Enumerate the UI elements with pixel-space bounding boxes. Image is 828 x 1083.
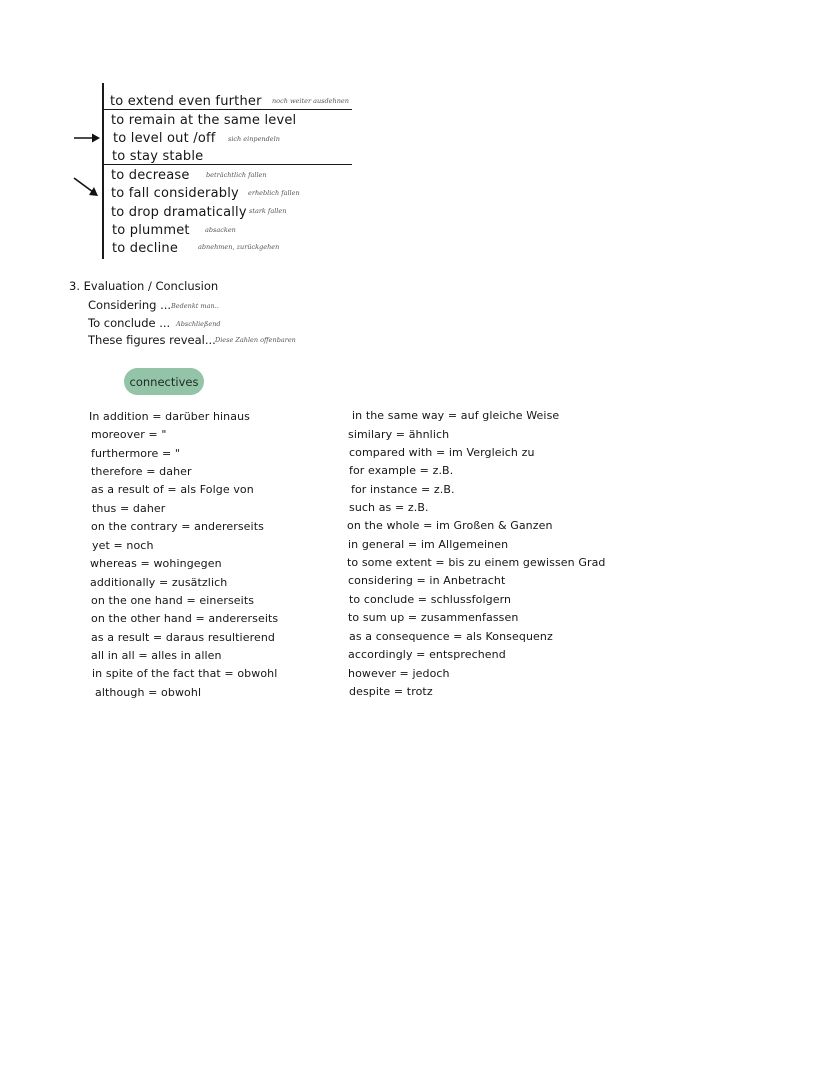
table-divider-top [102, 109, 352, 110]
connective-item: on the other hand = andererseits [91, 612, 279, 625]
connective-item: on the whole = im Großen & Ganzen [347, 519, 553, 532]
connective-item: moreover = " [91, 428, 167, 441]
evaluation-translation: Diese Zahlen offenbaren [215, 336, 296, 344]
connective-item: considering = in Anbetracht [348, 574, 506, 587]
verb-phrase: to drop dramatically [111, 205, 247, 220]
connective-item: yet = noch [92, 539, 154, 552]
evaluation-phrase: To conclude ... [88, 316, 171, 330]
verb-phrase: to decrease [111, 168, 190, 183]
verb-translation: sich einpendeln [228, 135, 280, 143]
connective-item: additionally = zusätzlich [90, 576, 228, 589]
connective-item: in the same way = auf gleiche Weise [352, 409, 560, 422]
verb-phrase: to level out /off [113, 131, 216, 146]
connective-item: for example = z.B. [349, 464, 454, 477]
connectives-badge [124, 368, 204, 395]
connective-item: for instance = z.B. [351, 483, 455, 496]
verb-phrase: to remain at the same level [111, 113, 297, 128]
verb-translation: stark fallen [249, 207, 287, 215]
evaluation-translation: Abschließend [176, 320, 221, 328]
connectives-title: connectives [129, 374, 199, 389]
table-divider-middle [102, 164, 352, 165]
verb-translation: absacken [205, 226, 236, 234]
verb-phrase: to decline [112, 241, 179, 256]
arrow-down-right-icon [72, 176, 100, 198]
connective-item: therefore = daher [91, 465, 192, 478]
verb-phrase: to plummet [112, 223, 190, 238]
connective-item: whereas = wohingegen [90, 557, 222, 570]
arrow-right-icon [73, 132, 101, 144]
verb-phrase: to stay stable [112, 149, 204, 164]
evaluation-translation: Bedenkt man.. [171, 302, 219, 310]
evaluation-phrase: These figures reveal... [88, 333, 216, 347]
connective-item: on the contrary = andererseits [91, 520, 264, 533]
connective-item: as a result = daraus resultierend [91, 631, 275, 644]
connective-item: as a consequence = als Konsequenz [349, 630, 553, 643]
connective-item: to sum up = zusammenfassen [348, 611, 519, 624]
section-heading: 3. Evaluation / Conclusion [69, 279, 219, 293]
connective-item: although = obwohl [95, 686, 202, 699]
connective-item: despite = trotz [349, 685, 433, 698]
connective-item: to conclude = schlussfolgern [349, 593, 512, 606]
connective-item: similary = ähnlich [348, 428, 450, 441]
connective-item: compared with = im Vergleich zu [349, 446, 535, 459]
verb-phrase: to fall considerably [111, 186, 239, 201]
verb-phrase: to extend even further [110, 94, 262, 109]
connective-item: as a result of = als Folge von [91, 483, 254, 496]
connective-item: on the one hand = einerseits [91, 594, 255, 607]
connective-item: to some extent = bis zu einem gewissen Grad [347, 556, 606, 569]
verb-translation: beträchtlich fallen [206, 171, 267, 179]
connective-item: thus = daher [92, 502, 166, 515]
verb-translation: noch weiter ausdehnen [272, 97, 349, 105]
connective-item: all in all = alles in allen [91, 649, 222, 662]
connective-item: however = jedoch [348, 667, 450, 680]
evaluation-phrase: Considering ... [88, 298, 172, 312]
verb-translation: abnehmen, zurückgehen [198, 243, 280, 251]
verb-translation: erheblich fallen [248, 189, 300, 197]
connective-item: In addition = darüber hinaus [89, 410, 250, 423]
connective-item: furthermore = " [91, 447, 181, 460]
connective-item: accordingly = entsprechend [348, 648, 506, 661]
connective-item: such as = z.B. [349, 501, 429, 514]
connective-item: in spite of the fact that = obwohl [92, 667, 278, 680]
connective-item: in general = im Allgemeinen [348, 538, 509, 551]
